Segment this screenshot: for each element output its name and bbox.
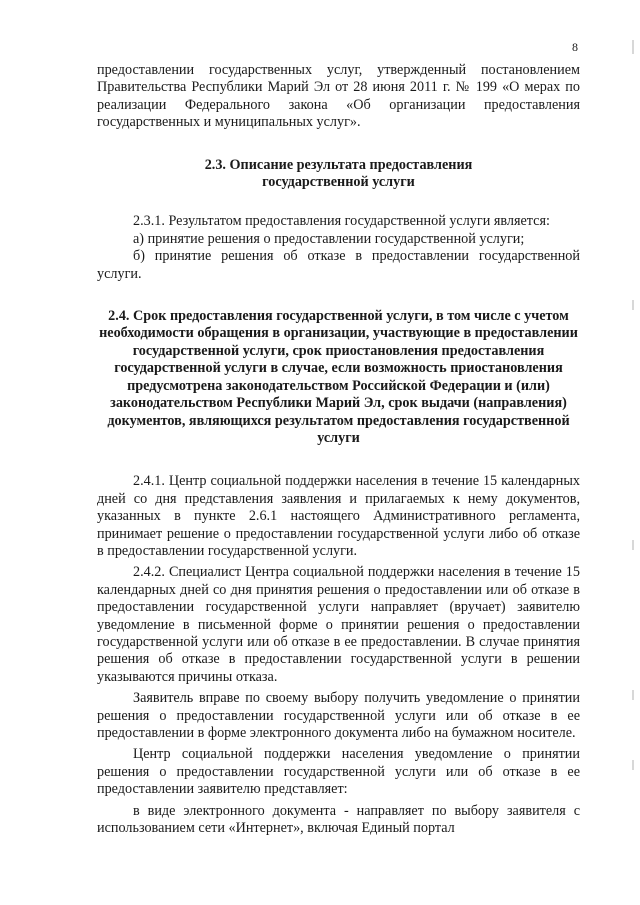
paragraph-2-4-2: 2.4.2. Специалист Центра социальной поддержки населения в течение 15 календарных дней со дня принятия решения о предоставлении или об отказе в предоставлении государственной услуги направляет (вручает) заявителю уведомление в письменной форме о принятии решения о предоставлении государственной услуги или об отказе в ее предоставлении. В случае принятия решения об отказе в предоставлении государственной услуги в решении указываются причины отказа. bbox=[97, 564, 580, 685]
section-2-3-heading-line1: 2.3. Описание результата предоставления bbox=[204, 156, 473, 173]
section-2-3-heading-line2: государственной услуги bbox=[262, 174, 415, 191]
paragraph-electronic-delivery: в виде электронного документа - направляет по выбору заявителя с использованием сети «Интернет», включая Единый портал bbox=[97, 802, 580, 837]
page-number: 8 bbox=[572, 40, 578, 54]
scan-edge-mark bbox=[632, 690, 634, 700]
paragraph-2-3-1: 2.3.1. Результатом предоставления государственной услуги является: bbox=[133, 213, 550, 230]
paragraph-2-4-1: 2.4.1. Центр социальной поддержки населения в течение 15 календарных дней со дня представления заявления и прилагаемых к нему документов, указанных в пункте 2.6.1 настоящего Административного регламента, принимает решение о предоставлении государственной услуги либо об отказе в предоставлении государственной услуги. bbox=[97, 473, 580, 559]
paragraph-2-3-1-b: б) принятие решения об отказе в предоставлении государственной услуги. bbox=[97, 248, 580, 282]
scan-edge-mark bbox=[632, 760, 634, 770]
scan-edge-mark bbox=[632, 540, 634, 550]
document-body bbox=[97, 62, 580, 837]
intro-paragraph: предоставлении государственных услуг, утвержденный постановлением Правительства Республики Марий Эл от 28 июня 2011 г. № 199 «О мерах по реализации Федерального закона «Об организации предоставления государственных и муниципальных услуг». bbox=[97, 62, 580, 131]
paragraph-notification-delivery: Центр социальной поддержки населения уведомление о принятии решения о предоставлении государственной услуги или об отказе в ее предоставлении заявителю представляет: bbox=[97, 746, 580, 798]
section-2-4-heading: 2.4. Срок предоставления государственной услуги, в том числе с учетом необходимости обращения в организации, участвующие в предоставлении государственной услуги, срок приостановления предоставления государственной услуги в случае, если возможность приостановления предусмотрена законодательством Российской Федерации и (или) законодательством Республики Марий Эл, срок выдачи (направления) документов, являющихся результатом предоставления государственной услуги bbox=[99, 308, 578, 446]
paragraph-notification-choice: Заявитель вправе по своему выбору получить уведомление о принятии решения о предоставлении государственной услуги или об отказе в ее предоставлении в форме электронного документа либо на бумажном носителе. bbox=[97, 690, 580, 741]
scan-edge-mark bbox=[632, 40, 634, 54]
scan-edge-mark bbox=[632, 300, 634, 310]
paragraph-2-3-1-a: а) принятие решения о предоставлении государственной услуги; bbox=[133, 230, 525, 247]
section-2-3-heading bbox=[97, 157, 580, 192]
